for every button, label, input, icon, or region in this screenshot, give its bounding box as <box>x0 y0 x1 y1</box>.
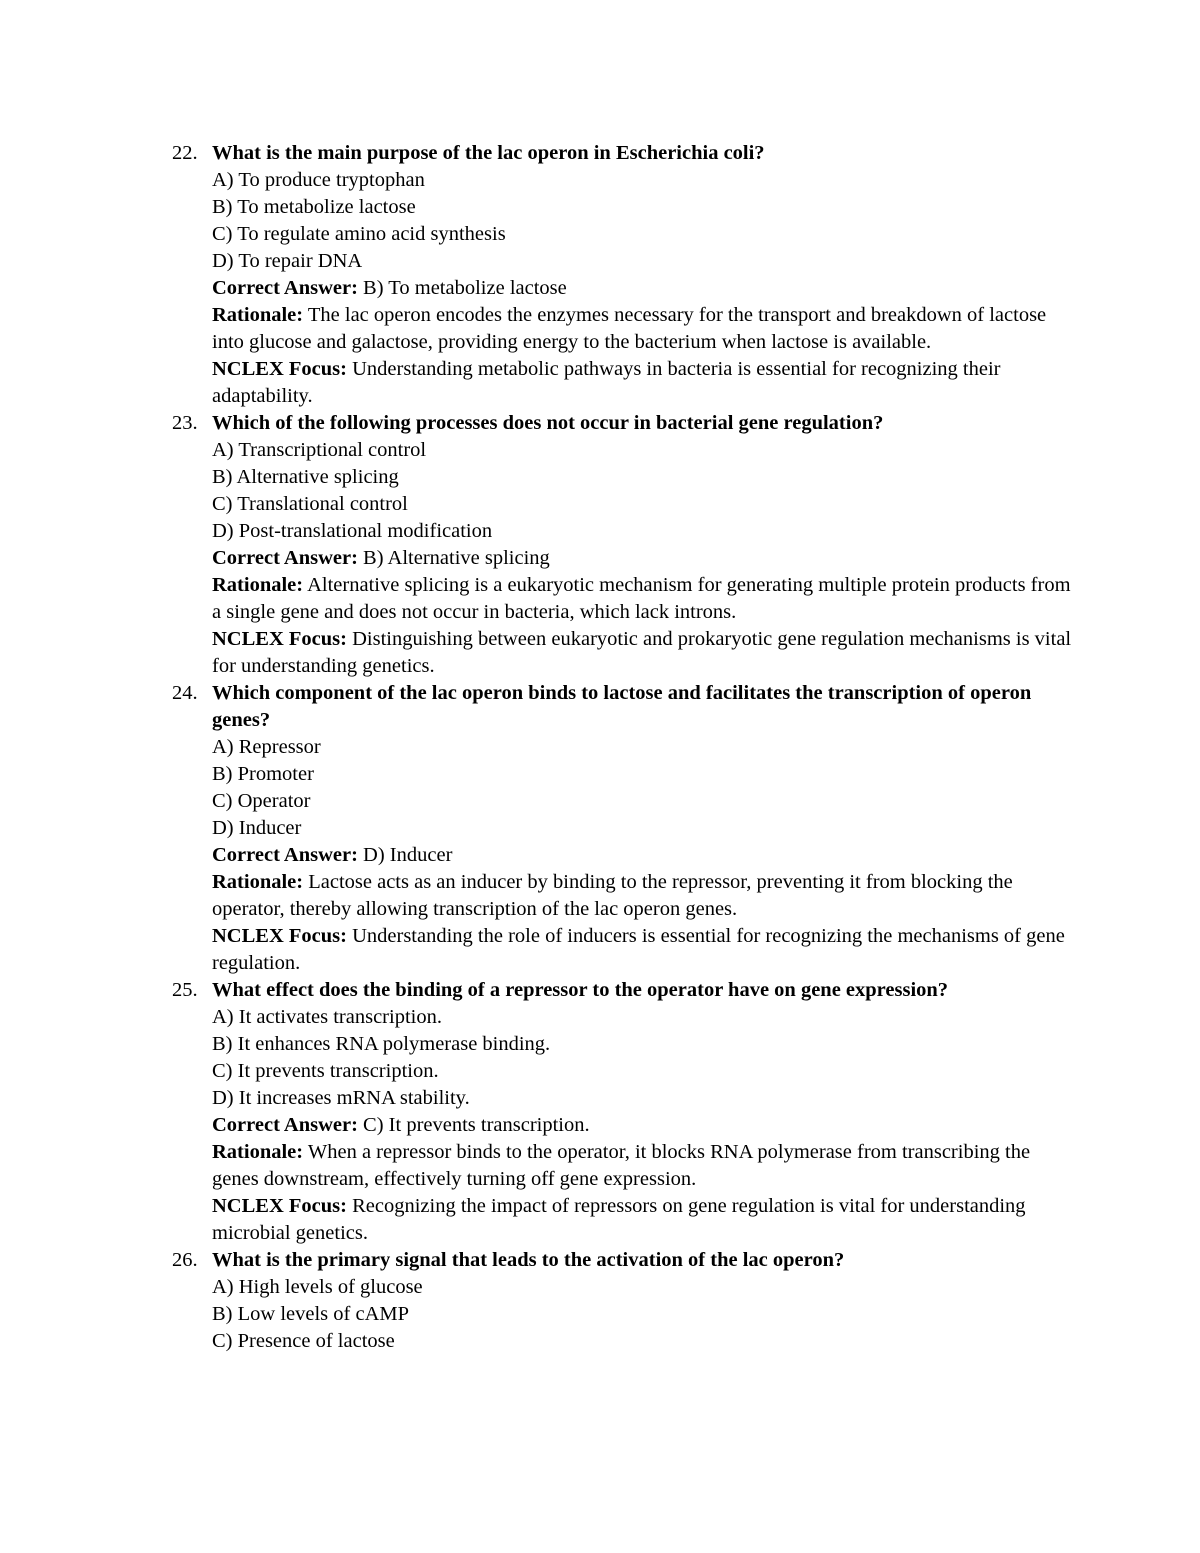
nclex-focus-label: NCLEX Focus: <box>212 925 347 947</box>
nclex-focus <box>212 923 1072 977</box>
rationale-label: Rationale: <box>212 1141 304 1163</box>
option-d: D) To repair DNA <box>212 250 363 272</box>
correct-answer-label: Correct Answer: <box>212 844 358 866</box>
option-d: D) Post-translational modification <box>212 520 493 542</box>
option-c: C) Translational control <box>212 493 408 515</box>
correct-answer-label: Correct Answer: <box>212 277 358 299</box>
rationale-label: Rationale: <box>212 574 304 596</box>
option-d: D) It increases mRNA stability. <box>212 1087 470 1109</box>
option-b: B) It enhances RNA polymerase binding. <box>212 1033 551 1055</box>
option-a: A) High levels of glucose <box>212 1276 423 1298</box>
nclex-focus-text: Distinguishing between eukaryotic and prokaryotic gene regulation mechanisms is vital for understanding genetics. <box>212 628 1072 677</box>
nclex-focus-label: NCLEX Focus: <box>212 358 347 380</box>
nclex-focus <box>212 356 1072 410</box>
rationale-label: Rationale: <box>212 871 304 893</box>
correct-answer <box>212 842 1072 869</box>
question-number: 24. <box>172 682 198 704</box>
rationale-text: When a repressor binds to the operator, it blocks RNA polymerase from transcribing the genes downstream, effectively turning off gene expression. <box>212 1141 1031 1190</box>
correct-answer-text: C) It prevents transcription. <box>363 1114 590 1136</box>
question-stem: What is the primary signal that leads to the activation of the lac operon? <box>212 1249 845 1271</box>
correct-answer-text: B) To metabolize lactose <box>363 277 567 299</box>
option-c: C) To regulate amino acid synthesis <box>212 223 506 245</box>
correct-answer-label: Correct Answer: <box>212 1114 358 1136</box>
option-c: C) Presence of lactose <box>212 1330 395 1352</box>
rationale <box>212 869 1072 923</box>
question-22 <box>172 140 1072 410</box>
question-number: 25. <box>172 979 198 1001</box>
question-stem: What effect does the binding of a repressor to the operator have on gene expression? <box>212 979 949 1001</box>
option-a: A) Repressor <box>212 736 321 758</box>
nclex-focus-text: Understanding the role of inducers is essential for recognizing the mechanisms of gene regulation. <box>212 925 1065 974</box>
question-25 <box>172 977 1072 1247</box>
rationale <box>212 572 1072 626</box>
nclex-focus-label: NCLEX Focus: <box>212 628 347 650</box>
option-a: A) It activates transcription. <box>212 1006 442 1028</box>
question-stem: What is the main purpose of the lac operon in Escherichia coli? <box>212 142 765 164</box>
option-c: C) Operator <box>212 790 311 812</box>
question-stem: Which component of the lac operon binds to lactose and facilitates the transcription of operon genes? <box>212 682 1032 731</box>
correct-answer-text: B) Alternative splicing <box>363 547 550 569</box>
option-b: B) Promoter <box>212 763 314 785</box>
question-26 <box>172 1247 1072 1355</box>
rationale-text: The lac operon encodes the enzymes necessary for the transport and breakdown of lactose into glucose and galactose, providing energy to the bacterium when lactose is available. <box>212 304 1047 353</box>
option-a: A) Transcriptional control <box>212 439 427 461</box>
correct-answer <box>212 275 1072 302</box>
option-d: D) Inducer <box>212 817 302 839</box>
question-24 <box>172 680 1072 977</box>
rationale-text: Lactose acts as an inducer by binding to the repressor, preventing it from blocking the operator, thereby allowing transcription of the lac operon genes. <box>212 871 1013 920</box>
nclex-focus <box>212 1193 1072 1247</box>
question-number: 26. <box>172 1249 198 1271</box>
question-number: 23. <box>172 412 198 434</box>
nclex-focus-text: Understanding metabolic pathways in bacteria is essential for recognizing their adaptability. <box>212 358 1001 407</box>
correct-answer-text: D) Inducer <box>363 844 453 866</box>
rationale-text: Alternative splicing is a eukaryotic mechanism for generating multiple protein products from a single gene and does not occur in bacteria, which lack introns. <box>212 574 1071 623</box>
option-b: B) Alternative splicing <box>212 466 399 488</box>
rationale-label: Rationale: <box>212 304 304 326</box>
option-a: A) To produce tryptophan <box>212 169 425 191</box>
rationale <box>212 1139 1072 1193</box>
nclex-focus <box>212 626 1072 680</box>
correct-answer-label: Correct Answer: <box>212 547 358 569</box>
correct-answer <box>212 1112 1072 1139</box>
nclex-focus-text: Recognizing the impact of repressors on gene regulation is vital for understanding microbial genetics. <box>212 1195 1026 1244</box>
nclex-focus-label: NCLEX Focus: <box>212 1195 347 1217</box>
question-stem: Which of the following processes does not occur in bacterial gene regulation? <box>212 412 884 434</box>
question-number: 22. <box>172 142 198 164</box>
option-b: B) To metabolize lactose <box>212 196 416 218</box>
correct-answer <box>212 545 1072 572</box>
option-b: B) Low levels of cAMP <box>212 1303 410 1325</box>
question-list <box>172 140 1072 1355</box>
rationale <box>212 302 1072 356</box>
option-c: C) It prevents transcription. <box>212 1060 439 1082</box>
question-23 <box>172 410 1072 680</box>
